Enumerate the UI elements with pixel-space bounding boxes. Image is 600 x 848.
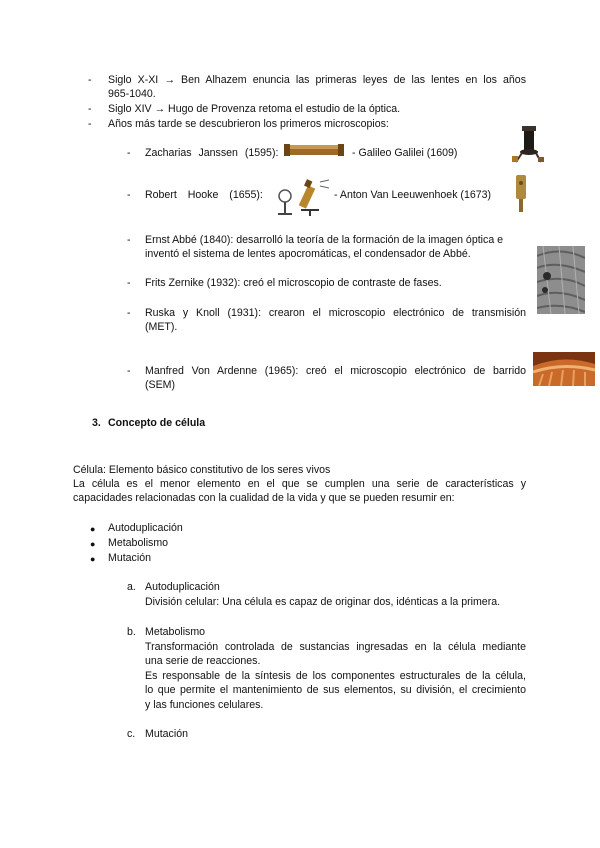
leeuwenhoek-label: - Anton Van Leeuwenhoek (1673)	[334, 189, 492, 201]
galileo-microscope-image	[510, 126, 546, 164]
sem-image	[533, 352, 595, 386]
zernike-label: Frits Zernike (1932): creó el microscopio de contraste de fases.	[145, 277, 442, 289]
list-dash: -	[127, 234, 131, 246]
section-title: Concepto de célula	[108, 417, 206, 429]
sub-c-marker: c.	[127, 728, 136, 740]
janssen-label: Zacharias Janssen (1595):	[145, 147, 279, 159]
sub-b-title: Metabolismo	[145, 626, 206, 638]
history-item-2: Siglo XIV → Hugo de Provenza retoma el estudio de la óptica.	[108, 103, 401, 115]
abbe-line-2: inventó el sistema de lentes apocromáticas, el condensador de Abbé.	[145, 248, 471, 260]
janssen-microscope-image	[284, 139, 346, 161]
history-item-1-line2: 965-1040.	[108, 88, 156, 100]
list-dash: -	[88, 74, 92, 86]
history-item-1-line1: Siglo X-XI → Ben Alhazem enuncia las primeras leyes de las lentes en los años	[108, 74, 526, 86]
bullet-icon: ●	[90, 554, 96, 564]
galileo-label: - Galileo Galilei (1609)	[352, 147, 458, 159]
cell-intro-line-1: La célula es el menor elemento en el que se cumplen una serie de características y	[73, 478, 526, 490]
sub-b-marker: b.	[127, 626, 136, 638]
list-dash: -	[88, 118, 92, 130]
ruska-line-2: (MET).	[145, 321, 178, 333]
history-item-3: Años más tarde se descubrieron los primeros microscopios:	[108, 118, 389, 130]
list-dash: -	[127, 189, 131, 201]
ardenne-line-2: (SEM)	[145, 379, 176, 391]
cell-definition: Célula: Elemento básico constitutivo de los seres vivos	[73, 464, 331, 476]
list-dash: -	[127, 307, 131, 319]
sub-b-line-4: lo que permite el mantenimiento de sus elementos, su división, el crecimiento	[145, 684, 526, 696]
ardenne-line-1: Manfred Von Ardenne (1965): creó el microscopio electrónico de barrido	[145, 365, 526, 377]
sub-a-text: División celular: Una célula es capaz de originar dos, idénticas a la primera.	[145, 596, 501, 608]
sub-b-line-3: Es responsable de la síntesis de los componentes estructurales de la célula,	[145, 670, 526, 682]
bullet-icon: ●	[90, 524, 96, 534]
cell-intro-line-2: capacidades relacionadas con la cualidad de la vida y que se pueden resumir en:	[73, 492, 455, 504]
phase-contrast-micrograph-image	[537, 246, 585, 314]
bullet-metabolismo: Metabolismo	[108, 537, 169, 549]
list-dash: -	[127, 277, 131, 289]
list-dash: -	[127, 147, 131, 159]
bullet-mutacion: Mutación	[108, 552, 151, 564]
sub-c-title: Mutación	[145, 728, 188, 740]
leeuwenhoek-microscope-image	[514, 173, 528, 213]
ruska-line-1: Ruska y Knoll (1931): crearon el microscopio electrónico de transmisión	[145, 307, 526, 319]
bullet-autoduplicacion: Autoduplicación	[108, 522, 183, 534]
hooke-label: Robert Hooke (1655):	[145, 189, 263, 201]
list-dash: -	[88, 103, 92, 115]
sub-b-line-5: y las funciones celulares.	[145, 699, 264, 711]
sub-a-title: Autoduplicación	[145, 581, 220, 593]
bullet-icon: ●	[90, 539, 96, 549]
sub-b-line-2: una serie de reacciones.	[145, 655, 261, 667]
hooke-microscope-image	[275, 176, 333, 218]
list-dash: -	[127, 365, 131, 377]
sub-a-marker: a.	[127, 581, 136, 593]
section-number: 3.	[92, 417, 101, 429]
abbe-line-1: Ernst Abbé (1840): desarrolló la teoría de la formación de la imagen óptica e	[145, 234, 504, 246]
sub-b-line-1: Transformación controlada de sustancias ingresadas en la célula mediante	[145, 641, 526, 653]
